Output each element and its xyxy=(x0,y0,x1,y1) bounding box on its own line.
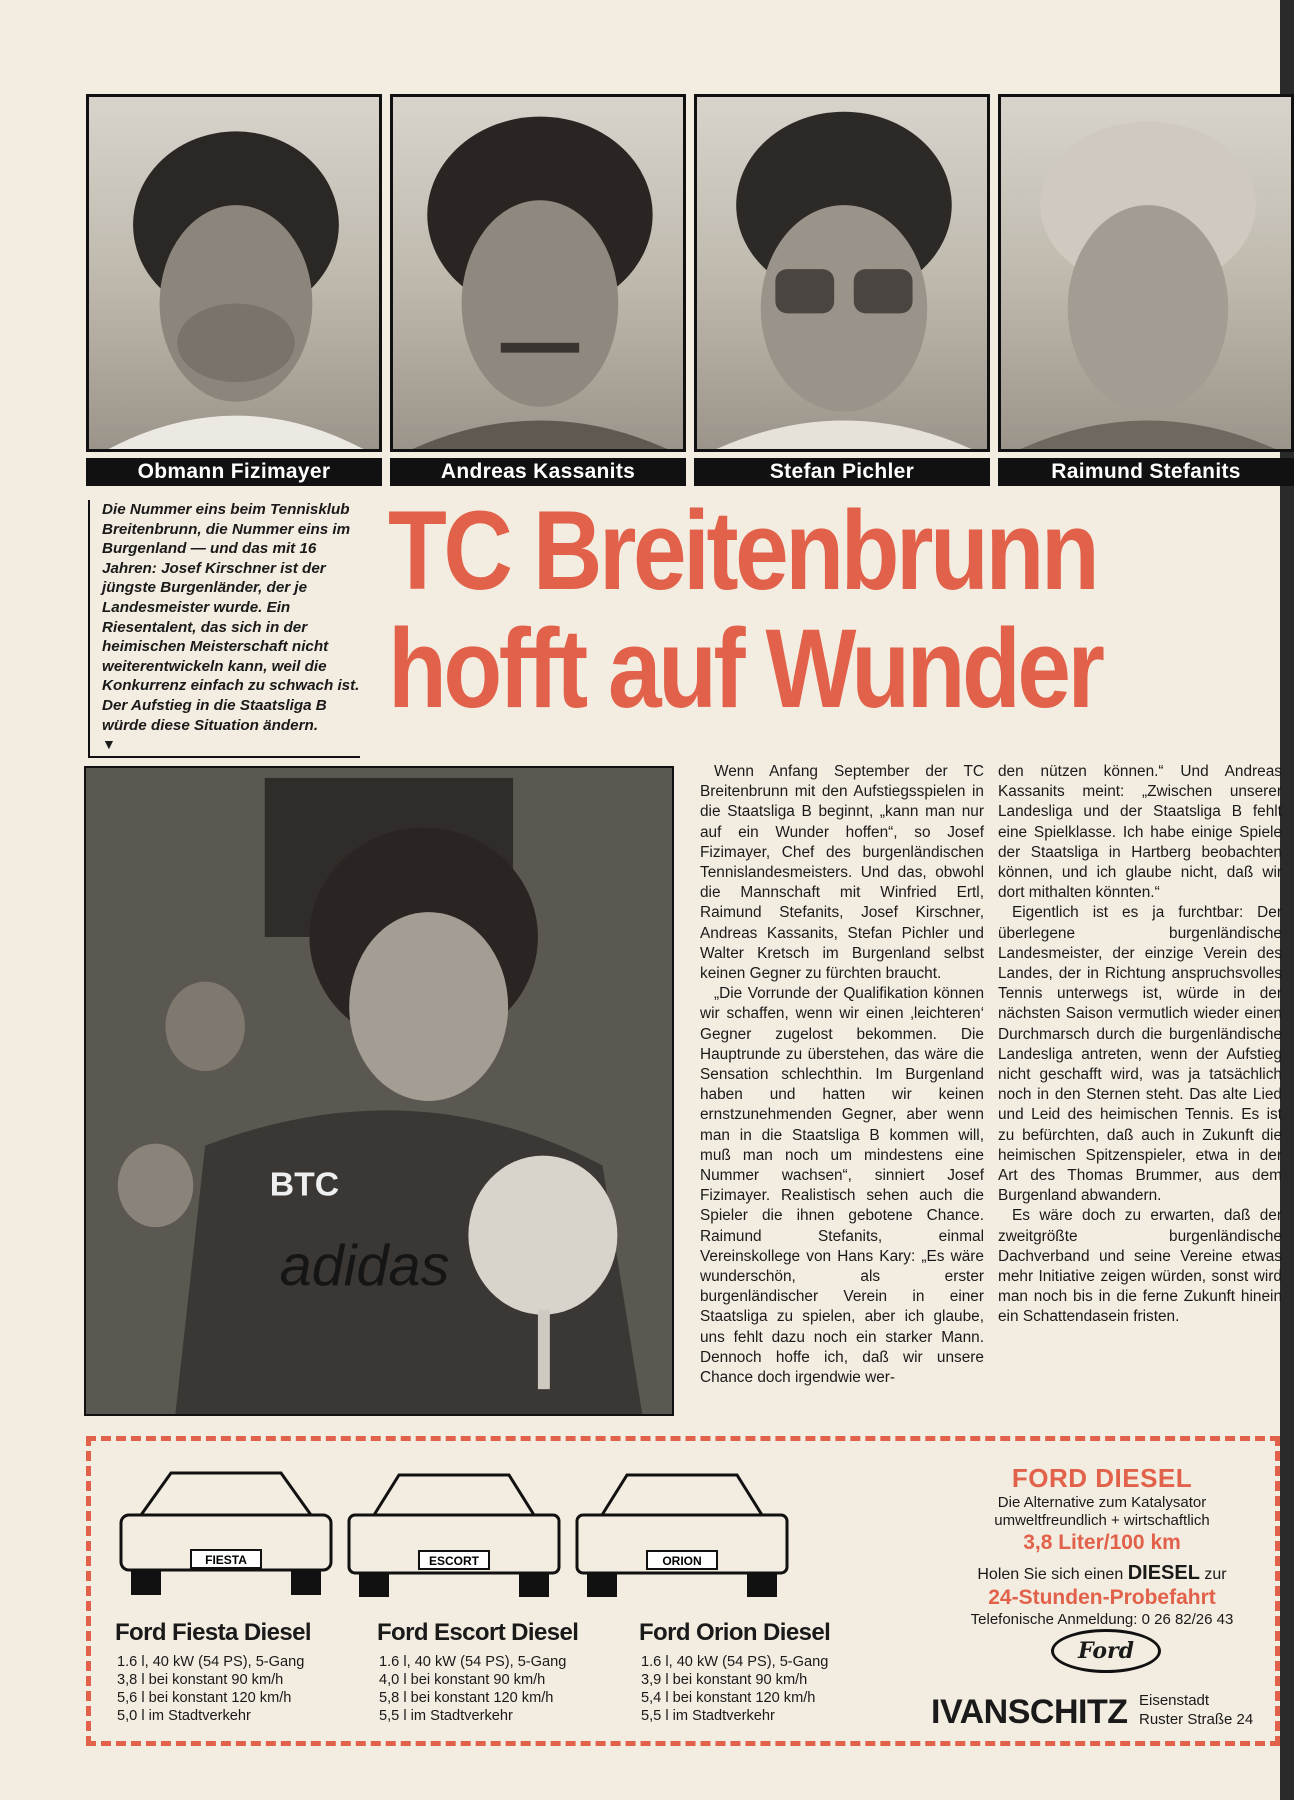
dealer-city: Eisenstadt xyxy=(1139,1692,1210,1709)
portrait-kassanits xyxy=(386,94,690,494)
car-title-orion: Ford Orion Diesel xyxy=(639,1619,831,1646)
consumption: 3,8 Liter/100 km xyxy=(1023,1531,1181,1554)
intro-box xyxy=(88,500,360,758)
ad-line-1: Die Alternative zum Katalysator xyxy=(997,1494,1207,1511)
headline xyxy=(388,488,1128,731)
shirt-brand-text: adidas xyxy=(279,1233,450,1298)
spec-line: 5,5 l im Stadtverkehr xyxy=(379,1708,513,1724)
car-escort-illustration xyxy=(339,1455,569,1605)
spec-line: 1.6 l, 40 kW (54 PS), 5-Gang xyxy=(379,1654,567,1670)
car-title-escort: Ford Escort Diesel xyxy=(377,1619,579,1646)
ford-logo-text: Ford xyxy=(1077,1638,1135,1664)
ford-logo-icon xyxy=(1051,1629,1161,1673)
car-plate: FIESTA xyxy=(205,1553,247,1567)
phone-line: Telefonische Anmeldung: 0 26 82/26 43 xyxy=(970,1611,1234,1628)
article-column-2 xyxy=(998,762,1282,1328)
dealer-street: Ruster Straße 24 xyxy=(1139,1711,1254,1728)
article-paragraph: Wenn Anfang September der TC Breitenbrunn mit den Aufstiegsspielen in die Staatsliga B beginnt, „kann man nur auf ein Wunder hoffen“, so Josef Fizimayer, Chef des burgenländischen Tennislandesmeisters. Und das, obwohl die Mannschaft mit Winfried Ertl, Raimund Stefanits, Josef Kirschner, Andreas Kassanits, Stefan Pichler und Walter Kretsch im Burgenland selbst keinen Gegner zu fürchten braucht. xyxy=(700,763,984,983)
portrait-name: Andreas Kassanits xyxy=(390,458,686,486)
holen-pre: Holen Sie sich einen xyxy=(977,1566,1124,1583)
intro-arrow: ▼ xyxy=(102,736,116,753)
headline-line-2: hofft auf Wunder xyxy=(388,606,1102,731)
dealer-address xyxy=(1139,1691,1253,1729)
car-specs-orion xyxy=(641,1653,828,1725)
spec-line: 5,0 l im Stadtverkehr xyxy=(117,1708,251,1724)
dealer-info xyxy=(927,1463,1277,1629)
article-paragraph: „Die Vorrunde der Qualifikation können wir schaffen, wenn wir einen ‚leichteren‘ Gegner zugelost bekommen. Die Hauptrunde zu überstehen, das wäre die Sensation schlechthin. Im Burgenland haben und hatten wir keinen ernstzunehmenden Gegner, aber wenn man in die Staatsliga B kommen will, muß man noch um mindestens eine Nummer wachsen“, sinniert Josef Fizimayer. Realistisch sehen auch die Spieler die ihnen gebotene Chance. Raimund Stefanits, einmal Vereinskollege von Hans Kary: „Es wäre wunderschön, als erster burgenländischer Verein in einer Staatsliga zu spielen, aber ich glaube, uns fehlt dazu noch ein starker Mann. Dennoch hoffe ich, daß wir unsere Chance doch irgendwie wer- xyxy=(700,985,984,1387)
holen-line xyxy=(927,1562,1277,1585)
portrait-photo xyxy=(86,94,382,452)
car-specs-fiesta xyxy=(117,1653,304,1725)
portrait-row xyxy=(82,94,1292,494)
spec-line: 5,5 l im Stadtverkehr xyxy=(641,1708,775,1724)
car-plate: ESCORT xyxy=(428,1554,480,1568)
car-specs-escort xyxy=(379,1653,566,1725)
spec-line: 5,4 l bei konstant 120 km/h xyxy=(641,1690,816,1706)
portrait-pichler xyxy=(690,94,994,494)
spec-line: 5,6 l bei konstant 120 km/h xyxy=(117,1690,292,1706)
spec-line: 4,0 l bei konstant 90 km/h xyxy=(379,1672,546,1688)
shirt-club-text: BTC xyxy=(269,1165,340,1204)
ford-diesel-heading: FORD DIESEL xyxy=(1011,1463,1193,1493)
holen-bold: DIESEL xyxy=(1127,1562,1200,1584)
portrait-name: Stefan Pichler xyxy=(694,458,990,486)
spec-line: 5,8 l bei konstant 120 km/h xyxy=(379,1690,554,1706)
portrait-name: Obmann Fizimayer xyxy=(86,458,382,486)
portrait-photo xyxy=(390,94,686,452)
portrait-stefanits xyxy=(994,94,1294,494)
ad-line-2: umweltfreundlich + wirtschaftlich xyxy=(994,1512,1210,1529)
article-paragraph: den nützen können.“ Und Andreas Kassanits meint: „Zwischen unserer Landesliga und der Staatsliga B fehlt eine Spielklasse. Ich habe einige Spiele der Staatsliga in Hartberg beobachten können, und ich glaube nicht, daß wir dort mithalten könnten.“ xyxy=(998,763,1282,902)
main-photo xyxy=(84,766,674,1416)
ford-advertisement xyxy=(86,1436,1280,1746)
article-paragraph: Es wäre doch zu erwarten, daß der zweitgrößte burgenländische Dachverband und seine Vereine etwas mehr Initiative zeigen würden, sonst wird man noch bis in die ferne Zukunft hinein ein Schattendasein fristen. xyxy=(998,1207,1282,1326)
spec-line: 1.6 l, 40 kW (54 PS), 5-Gang xyxy=(641,1654,829,1670)
intro-text: Die Nummer eins beim Tennisklub Breitenbrunn, die Nummer eins im Burgenland — und das mit 16 Jahren: Josef Kirschner ist der jüngste Burgenländer, der je Landesmeister wurde. Ein Riesentalent, das sich in der heimischen Meisterschaft nicht weiterentwickeln kann, weil die Konkurrenz einfach zu schwach ist. Der Aufstieg in die Staatsliga B würde diese Situation ändern. xyxy=(102,501,360,734)
portrait-photo xyxy=(998,94,1294,452)
dealer-name: IVANSCHITZ xyxy=(931,1693,1128,1731)
spec-line: 1.6 l, 40 kW (54 PS), 5-Gang xyxy=(117,1654,305,1670)
holen-post: zur xyxy=(1204,1566,1227,1583)
portrait-photo xyxy=(694,94,990,452)
headline-line-1: TC Breitenbrunn xyxy=(388,488,1097,613)
spec-line: 3,9 l bei konstant 90 km/h xyxy=(641,1672,808,1688)
test-drive: 24-Stunden-Probefahrt xyxy=(988,1586,1216,1609)
spec-line: 3,8 l bei konstant 90 km/h xyxy=(117,1672,284,1688)
car-fiesta-illustration xyxy=(111,1455,341,1605)
car-plate: ORION xyxy=(662,1554,702,1568)
article-column-1 xyxy=(700,762,984,1388)
portrait-fizimayer xyxy=(82,94,386,494)
article-paragraph: Eigentlich ist es ja furchtbar: Der überlegene burgenländische Landesmeister, der einzige Verein des Landes, der in Richtung anspruchsvolles Tennis unterwegs ist, würde in der nächsten Saison vermutlich wieder einen Durchmarsch durch die burgenländische Landesliga antreten, wenn der Aufstieg nicht geschafft wird, was ja tatsächlich noch in den Sternen steht. Das alte Lied und Leid des heimischen Tennis. Es ist zu befürchten, daß auch in Zukunft die heimischen Spitzenspieler, etwa in der Art des Thomas Brummer, aus dem Burgenland abwandern. xyxy=(998,904,1282,1205)
car-orion-illustration xyxy=(567,1455,797,1605)
portrait-name: Raimund Stefanits xyxy=(998,458,1294,486)
car-title-fiesta: Ford Fiesta Diesel xyxy=(115,1619,311,1646)
